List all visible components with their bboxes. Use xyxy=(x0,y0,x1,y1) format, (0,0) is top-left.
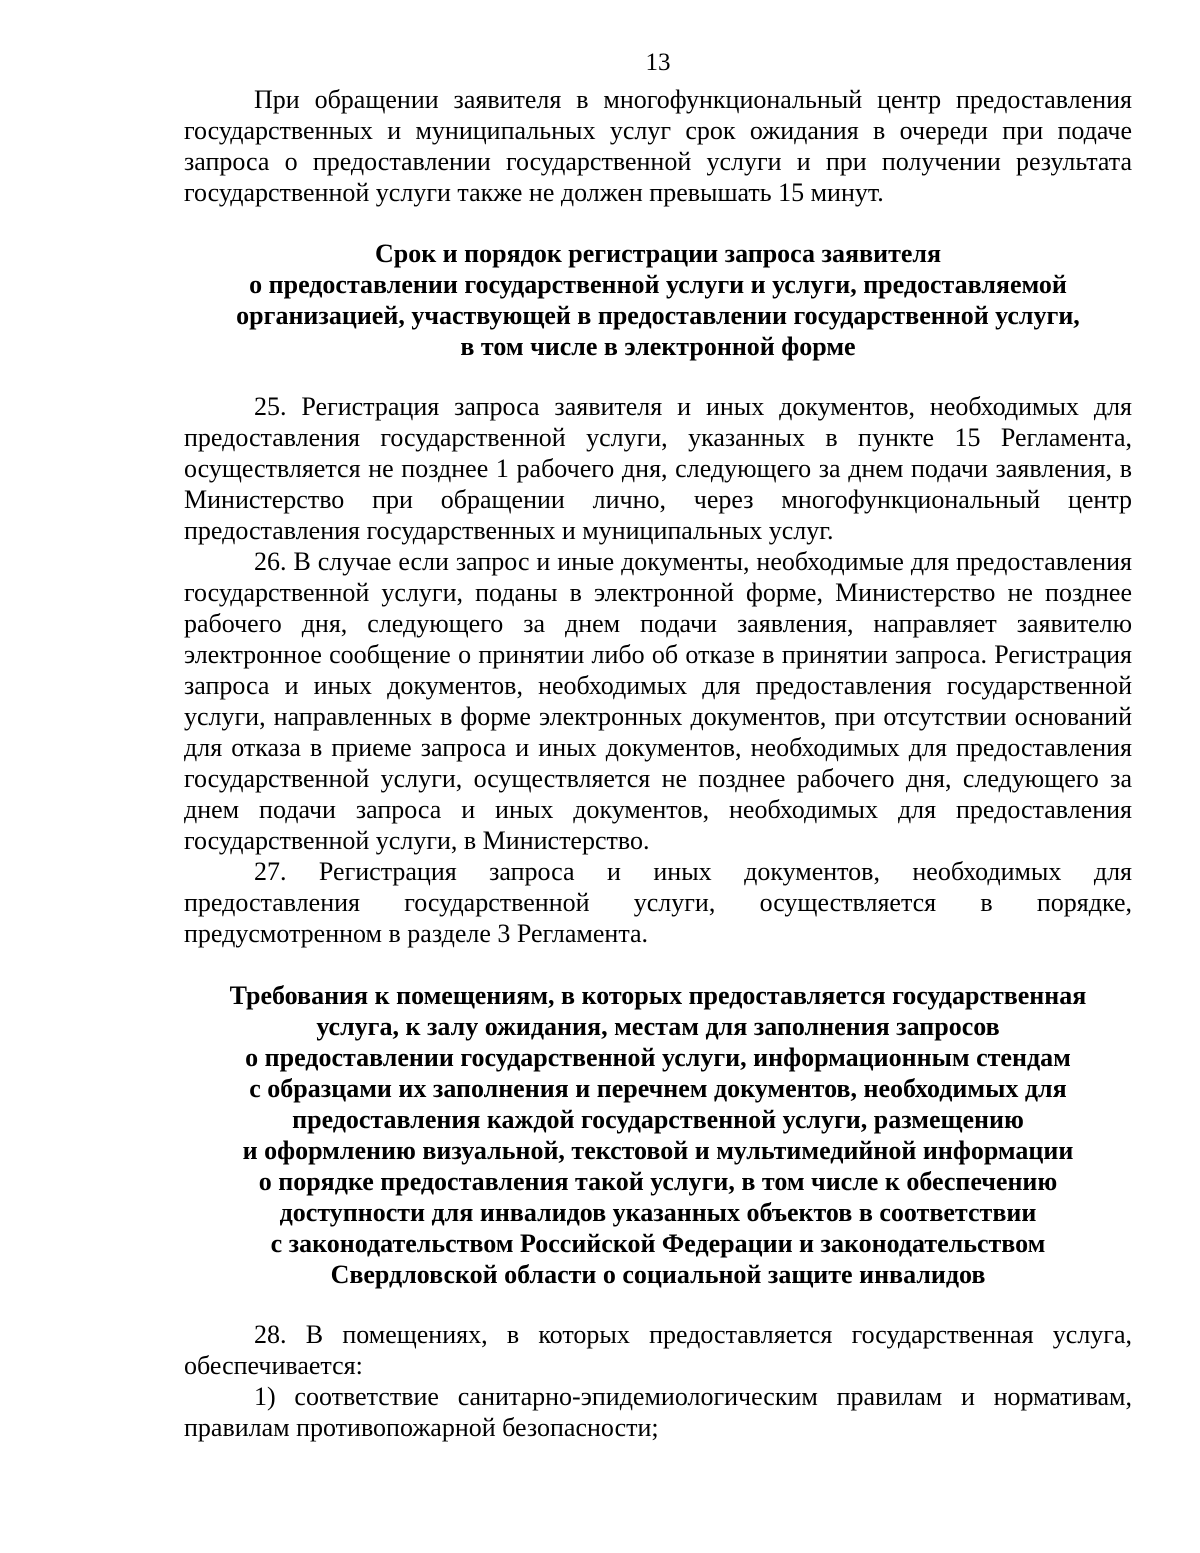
heading-line: предоставления каждой государственной услуги, размещению xyxy=(292,1105,1024,1134)
heading-line: с образцами их заполнения и перечнем документов, необходимых для xyxy=(249,1074,1067,1103)
heading-line: с законодательством Российской Федерации и законодательством xyxy=(270,1229,1046,1258)
paragraph-26: 26. В случае если запрос и иные документы, необходимые для предоставления государственной услуги, поданы в электронной форме, Министерство не позднее рабочего дня, следующего за днем подачи заявления, направляет заявителю электронное сообщение о принятии либо об отказе в принятии запроса. Регистрация запроса и иных документов, необходимых для предоставления государственной услуги, направленных в форме электронных документов, при отсутствии оснований для отказа в приеме запроса и иных документов, необходимых для предоставления государственной услуги, осуществляется не позднее рабочего дня, следующего за днем подачи запроса и иных документов, необходимых для предоставления государственной услуги, в Министерство. xyxy=(184,547,1132,855)
heading-line: организацией, участвующей в предоставлении государственной услуги, xyxy=(236,301,1080,330)
heading-line: Требования к помещениям, в которых предоставляется государственная xyxy=(229,981,1087,1010)
heading-line: о предоставлении государственной услуги, информационным стендам xyxy=(245,1043,1071,1072)
page-number: 13 xyxy=(645,49,671,76)
heading-line: Свердловской области о социальной защите инвалидов xyxy=(330,1260,986,1289)
section-heading-premises xyxy=(184,980,1132,1290)
heading-line: Срок и порядок регистрации запроса заявителя xyxy=(374,239,942,268)
paragraph-27: 27. Регистрация запроса и иных документов, необходимых для предоставления государственной услуги, осуществляется в порядке, предусмотренном в разделе 3 Регламента. xyxy=(184,857,1132,948)
heading-line: услуга, к залу ожидания, местам для заполнения запросов xyxy=(316,1012,1000,1041)
heading-line: о порядке предоставления такой услуги, в том числе к обеспечению xyxy=(258,1167,1058,1196)
heading-line: в том числе в электронной форме xyxy=(460,332,856,361)
heading-line: и оформлению визуальной, текстовой и мультимедийной информации xyxy=(242,1136,1074,1165)
paragraph-intro: При обращении заявителя в многофункциональный центр предоставления государственных и муниципальных услуг срок ожидания в очереди при подаче запроса о предоставлении государственной услуги и при получении результата государственной услуги также не должен превышать 15 минут. xyxy=(184,85,1132,207)
heading-line: доступности для инвалидов указанных объектов в соответствии xyxy=(279,1198,1037,1227)
paragraph-28-item-1: 1) соответствие санитарно-эпидемиологическим правилам и нормативам, правилам противопожарной безопасности; xyxy=(184,1382,1132,1442)
paragraph-25: 25. Регистрация запроса заявителя и иных документов, необходимых для предоставления государственной услуги, указанных в пункте 15 Регламента, осуществляется не позднее 1 рабочего дня, следующего за днем подачи заявления, в Министерство при обращении лично, через многофункциональный центр предоставления государственных и муниципальных услуг. xyxy=(184,392,1132,545)
paragraph-28: 28. В помещениях, в которых предоставляется государственная услуга, обеспечивается: xyxy=(184,1320,1132,1380)
section-heading-registration xyxy=(184,238,1132,362)
heading-line: о предоставлении государственной услуги и услуги, предоставляемой xyxy=(249,270,1067,299)
